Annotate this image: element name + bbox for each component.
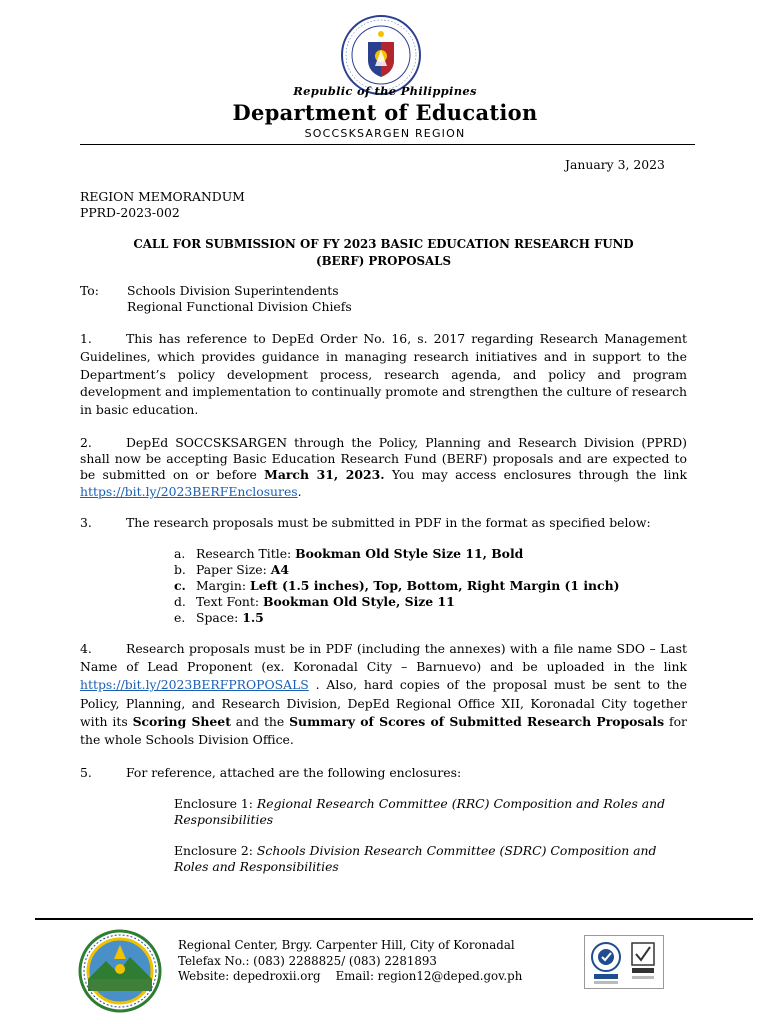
recipient: Regional Functional Division Chiefs xyxy=(127,299,352,315)
paragraph-4 xyxy=(80,640,687,749)
to-recipients xyxy=(127,283,352,315)
memo-title-line-1: CALL FOR SUBMISSION OF FY 2023 BASIC EDUCATION RESEARCH FUND xyxy=(133,237,634,251)
recipient: Schools Division Superintendents xyxy=(127,283,339,298)
memo-date: January 3, 2023 xyxy=(565,157,665,172)
list-value: Bookman Old Style, Size 11 xyxy=(263,594,455,609)
list-label: Margin: xyxy=(196,578,250,593)
header-region: SOCCSKSARGEN REGION xyxy=(304,127,466,140)
paragraph-number: 3. xyxy=(80,515,92,530)
paragraph-number: 5. xyxy=(80,765,92,780)
list-item xyxy=(174,546,619,562)
paragraph-5 xyxy=(80,765,687,781)
deadline-date: March 31, 2023. xyxy=(264,467,385,483)
proposals-link[interactable]: https://bit.ly/2023BERFPROPOSALS xyxy=(80,677,309,693)
list-value: 1.5 xyxy=(242,610,264,625)
footer-telefax: Telefax No.: (083) 2288825/ (083) 2281893 xyxy=(178,953,437,968)
list-marker: b. xyxy=(174,562,186,577)
list-label: Paper Size: xyxy=(196,562,271,577)
list-label: Research Title: xyxy=(196,546,296,561)
footer-web-email: Website: depedroxii.org Email: region12@deped.gov.ph xyxy=(178,969,523,983)
list-item xyxy=(174,610,619,626)
paragraph-text: . Also, hard copies of the proposal must be sent to the Policy, Planning, and Research Division, DepEd Regional Office XII, Koronadal City together with its xyxy=(80,677,687,729)
footer-address: Regional Center, Brgy. Carpenter Hill, City of Koronadal xyxy=(178,938,515,952)
footer-contact xyxy=(178,938,522,985)
list-value: A4 xyxy=(270,562,289,577)
enclosures-link[interactable]: https://bit.ly/2023BERFEnclosures xyxy=(80,483,298,499)
paragraph-text: . xyxy=(297,483,302,499)
paragraph-1 xyxy=(80,330,687,419)
paragraph-text: and the xyxy=(230,713,290,729)
paragraph-number: 1. xyxy=(80,331,92,346)
list-marker: a. xyxy=(174,546,186,561)
list-item xyxy=(174,578,619,594)
paragraph-3 xyxy=(80,515,687,531)
list-label: Space: xyxy=(196,610,243,625)
enclosure-1 xyxy=(174,796,684,828)
summary-of-scores-text: Summary of Scores of Submitted Research Proposals xyxy=(289,713,665,729)
list-marker: d. xyxy=(174,594,186,609)
iso-certification-badges xyxy=(584,935,664,989)
list-marker: c. xyxy=(174,578,186,593)
paragraph-number: 4. xyxy=(80,641,92,656)
paragraph-text: The research proposals must be submitted in PDF in the format as specified below: xyxy=(126,515,651,530)
header-divider xyxy=(80,144,695,145)
list-marker: e. xyxy=(174,610,186,625)
header-republic: Republic of the Philippines xyxy=(293,84,477,98)
list-value: Bookman Old Style Size 11, Bold xyxy=(295,546,524,561)
memo-title xyxy=(80,236,687,269)
scoring-sheet-text: Scoring Sheet xyxy=(132,713,231,729)
enclosure-title: Regional Research Committee (RRC) Composition and Roles and Responsibilities xyxy=(174,796,666,828)
list-label: Text Font: xyxy=(196,594,263,609)
list-item xyxy=(174,594,619,610)
memo-number: PPRD-2023-002 xyxy=(80,205,180,220)
format-list xyxy=(174,546,619,626)
paragraph-text: for the whole Schools Division Office. xyxy=(80,713,687,748)
deped-region-xii-logo xyxy=(78,929,162,1013)
paragraph-text: You may access enclosures through the link xyxy=(384,467,687,483)
enclosure-2 xyxy=(174,843,684,875)
memo-block xyxy=(80,189,245,221)
memo-title-line-2: (BERF) PROPOSALS xyxy=(316,253,451,268)
list-value: Left (1.5 inches), Top, Bottom, Right Margin (1 inch) xyxy=(250,578,620,593)
paragraph-text: Research proposals must be in PDF (including the annexes) with a file name SDO – Last Name of Lead Proponent (ex. Koronadal City – Barnuevo) and be uploaded in the link xyxy=(80,641,687,675)
paragraph-text: DepEd SOCCSKSARGEN through the Policy, Planning and Research Division (PPRD) shall now be accepting Basic Education Research Fund (BERF) proposals and are expected to be submitted on or before xyxy=(80,435,687,483)
paragraph-text: This has reference to DepEd Order No. 16, s. 2017 regarding Research Management Guidelines, which provides guidance in managing research initiatives and in support to the Department’s policy development process, research agenda, and policy and program development and implementation to continually promote and strengthen the culture of research in basic education. xyxy=(80,331,687,418)
header-department: Department of Education xyxy=(232,100,538,125)
memo-type: REGION MEMORANDUM xyxy=(80,189,245,204)
to-label: To: xyxy=(80,283,99,298)
footer-divider xyxy=(35,918,753,920)
enclosure-label: Enclosure 1: xyxy=(174,796,257,811)
list-item xyxy=(174,562,619,578)
paragraph-2 xyxy=(80,435,687,500)
enclosure-title: Schools Division Research Committee (SDRC) Composition and Roles and Responsibilities xyxy=(174,843,657,875)
paragraph-text: For reference, attached are the following enclosures: xyxy=(126,765,462,780)
enclosure-label: Enclosure 2: xyxy=(174,843,257,858)
paragraph-number: 2. xyxy=(80,435,92,450)
